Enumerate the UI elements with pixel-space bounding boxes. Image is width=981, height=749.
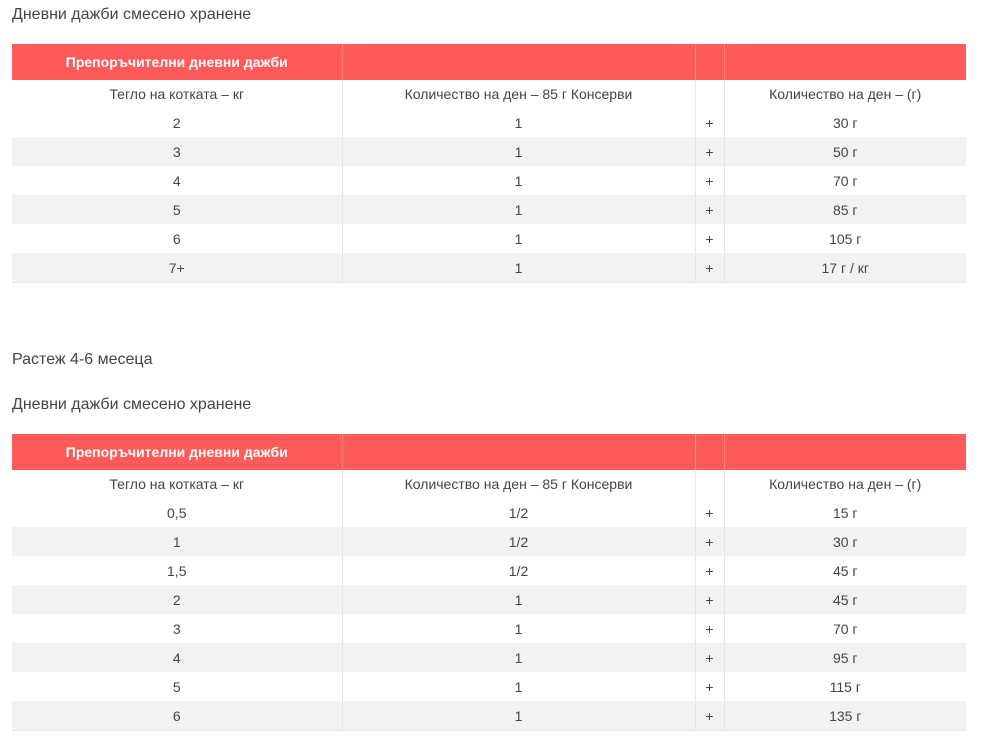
column-header-plus [695,80,724,108]
grams-cell: 85 г [724,195,966,224]
weight-cell: 5 [12,195,342,224]
grams-cell: 45 г [724,585,966,614]
cans-cell: 1/2 [342,556,695,585]
table-header-row [12,434,966,470]
table-row [12,137,966,166]
column-header-grams: Количество на ден – (г) [724,470,966,498]
column-header-cans: Количество на ден – 85 г Консерви [342,470,695,498]
header-cell [342,434,695,470]
column-header-plus [695,470,724,498]
table-subheader-row [12,470,966,498]
table-row [12,224,966,253]
cans-cell: 1 [342,166,695,195]
weight-cell: 7+ [12,253,342,283]
section2-title: Растеж 4-6 месеца [12,351,153,368]
weight-cell: 2 [12,108,342,137]
header-cell [724,44,966,80]
weight-cell: 0,5 [12,498,342,527]
plus-cell: + [695,672,724,701]
cans-cell: 1 [342,672,695,701]
grams-cell: 70 г [724,166,966,195]
grams-cell: 45 г [724,556,966,585]
weight-cell: 1 [12,527,342,556]
table-row [12,498,966,527]
table-subheader-row [12,80,966,108]
plus-cell: + [695,614,724,643]
table-row [12,672,966,701]
weight-cell: 5 [12,672,342,701]
table-row [12,585,966,614]
plus-cell: + [695,137,724,166]
plus-cell: + [695,585,724,614]
table-row [12,556,966,585]
cans-cell: 1 [342,585,695,614]
column-header-weight: Тегло на котката – кг [12,80,342,108]
plus-cell: + [695,701,724,731]
header-cell: Препоръчителни дневни дажби [12,44,342,80]
plus-cell: + [695,253,724,283]
cans-cell: 1 [342,701,695,731]
weight-cell: 4 [12,166,342,195]
header-cell [695,434,724,470]
weight-cell: 3 [12,137,342,166]
cans-cell: 1 [342,643,695,672]
weight-cell: 1,5 [12,556,342,585]
section2-subtitle: Дневни дажби смесено хранене [12,396,252,413]
plus-cell: + [695,224,724,253]
weight-cell: 4 [12,643,342,672]
weight-cell: 3 [12,614,342,643]
grams-cell: 135 г [724,701,966,731]
table-row [12,614,966,643]
ration-table-1 [12,44,966,283]
grams-cell: 105 г [724,224,966,253]
table-row [12,253,966,283]
column-header-grams: Количество на ден – (г) [724,80,966,108]
grams-cell: 95 г [724,643,966,672]
column-header-cans: Количество на ден – 85 г Консерви [342,80,695,108]
table-header-row [12,44,966,80]
grams-cell: 115 г [724,672,966,701]
header-cell [695,44,724,80]
cans-cell: 1 [342,253,695,283]
table-row [12,108,966,137]
table-row [12,166,966,195]
weight-cell: 6 [12,224,342,253]
grams-cell: 70 г [724,614,966,643]
cans-cell: 1 [342,195,695,224]
cans-cell: 1 [342,108,695,137]
header-cell [724,434,966,470]
plus-cell: + [695,556,724,585]
plus-cell: + [695,108,724,137]
table-row [12,527,966,556]
section1-subtitle: Дневни дажби смесено хранене [12,6,252,23]
grams-cell: 15 г [724,498,966,527]
grams-cell: 30 г [724,108,966,137]
column-header-weight: Тегло на котката – кг [12,470,342,498]
table-row [12,701,966,731]
plus-cell: + [695,166,724,195]
plus-cell: + [695,643,724,672]
plus-cell: + [695,195,724,224]
header-cell: Препоръчителни дневни дажби [12,434,342,470]
header-cell [342,44,695,80]
grams-cell: 30 г [724,527,966,556]
grams-cell: 50 г [724,137,966,166]
cans-cell: 1/2 [342,527,695,556]
plus-cell: + [695,527,724,556]
ration-table-2 [12,434,966,731]
plus-cell: + [695,498,724,527]
cans-cell: 1 [342,137,695,166]
weight-cell: 2 [12,585,342,614]
table-row [12,195,966,224]
cans-cell: 1 [342,614,695,643]
grams-cell: 17 г / кг [724,253,966,283]
weight-cell: 6 [12,701,342,731]
cans-cell: 1 [342,224,695,253]
cans-cell: 1/2 [342,498,695,527]
table-row [12,643,966,672]
